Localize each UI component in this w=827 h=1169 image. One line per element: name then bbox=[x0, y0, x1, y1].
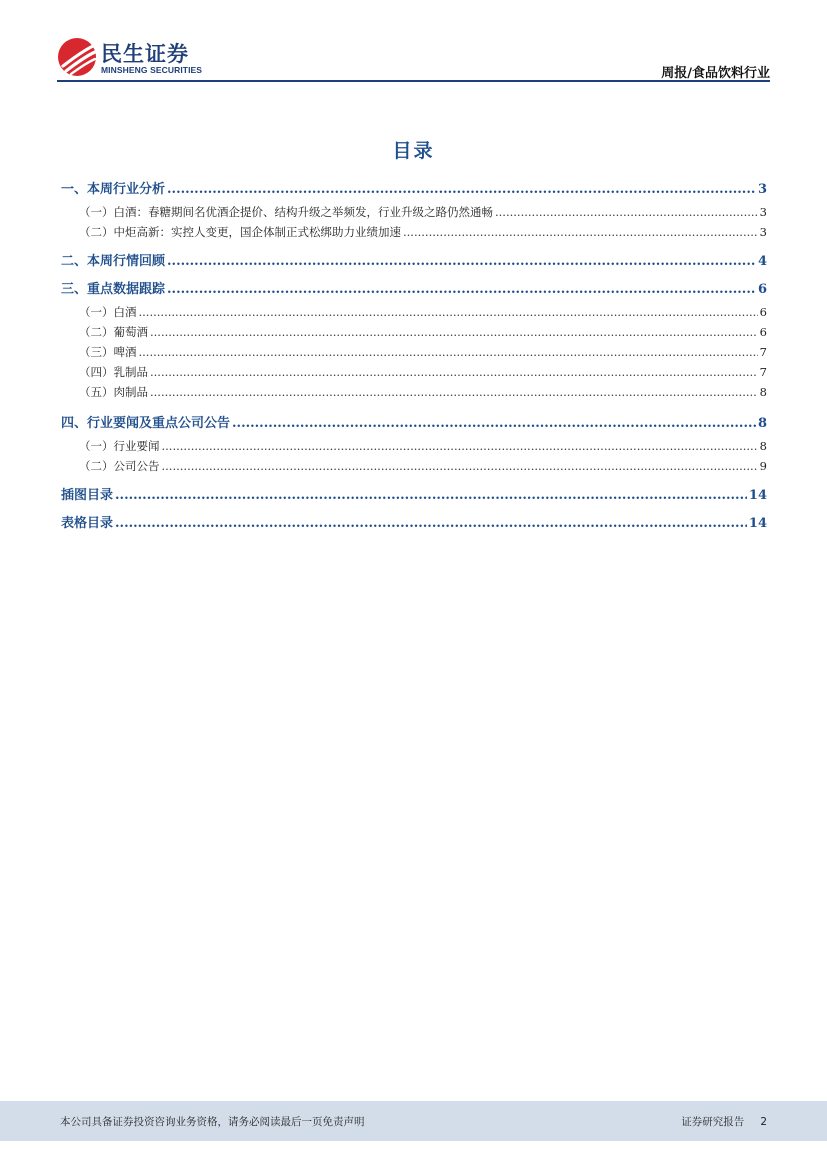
toc-entry-label: 插图目录 bbox=[61, 488, 114, 503]
toc-dot-leader bbox=[232, 416, 756, 431]
logo-english-name: MINSHENG SECURITIES bbox=[101, 65, 203, 75]
toc-entry-label: 一、本周行业分析 bbox=[61, 182, 166, 197]
toc-entry-page: 8 bbox=[757, 416, 767, 431]
toc-entry-label: （四）乳制品 bbox=[79, 365, 148, 379]
toc-entry-page: 6 bbox=[757, 282, 767, 297]
toc-entry-page: 4 bbox=[757, 254, 767, 269]
footer-right bbox=[665, 1114, 767, 1129]
toc-section-entry[interactable] bbox=[61, 178, 767, 197]
page-header bbox=[57, 36, 770, 82]
toc-entry-label: （二）公司公告 bbox=[79, 459, 160, 473]
minsheng-logo bbox=[57, 36, 257, 82]
toc-entry-label: （五）肉制品 bbox=[79, 385, 148, 399]
toc-entry-label: 四、行业要闻及重点公司公告 bbox=[61, 416, 231, 431]
page-footer bbox=[0, 1101, 827, 1141]
toc-entry-label: （一）白酒：春糖期间名优酒企提价、结构升级之举频发，行业升级之路仍然通畅 bbox=[79, 205, 493, 219]
toc-dot-leader bbox=[139, 345, 758, 359]
toc-dot-leader bbox=[150, 385, 758, 399]
toc-entry-page: 7 bbox=[759, 345, 767, 359]
toc-entry-label: （一）行业要闻 bbox=[79, 439, 160, 453]
toc-dot-leader bbox=[167, 254, 756, 269]
toc-section-entry[interactable] bbox=[61, 412, 767, 431]
toc-subsection-entry[interactable] bbox=[61, 304, 767, 320]
header-divider bbox=[57, 80, 770, 82]
toc-entry-page: 14 bbox=[748, 488, 767, 503]
toc-entry-page: 3 bbox=[757, 182, 767, 197]
toc-entry-page: 6 bbox=[759, 325, 767, 339]
toc-dot-leader bbox=[403, 225, 758, 239]
toc-dot-leader bbox=[115, 488, 747, 503]
toc-title: 目录 bbox=[392, 140, 435, 162]
toc-entry-label: （二）中炬高新：实控人变更，国企体制正式松绑助力业绩加速 bbox=[79, 225, 401, 239]
toc-dot-leader bbox=[115, 516, 747, 531]
toc-dot-leader bbox=[162, 459, 758, 473]
toc-entry-page: 3 bbox=[759, 205, 767, 219]
toc-entry-page: 9 bbox=[759, 459, 767, 473]
toc-dot-leader bbox=[150, 325, 758, 339]
toc-subsection-entry[interactable] bbox=[61, 224, 767, 240]
logo-chinese-name: 民生证券 bbox=[101, 42, 189, 66]
report-type: 周报/食品饮料行业 bbox=[661, 66, 770, 81]
toc-section-entry[interactable] bbox=[61, 484, 767, 503]
toc-entry-page: 3 bbox=[759, 225, 767, 239]
toc-entry-label: （二）葡萄酒 bbox=[79, 325, 148, 339]
toc-section-entry[interactable] bbox=[61, 250, 767, 269]
toc-entry-label: 三、重点数据跟踪 bbox=[61, 282, 166, 297]
toc-entry-label: （三）啤酒 bbox=[79, 345, 137, 359]
toc-subsection-entry[interactable] bbox=[61, 438, 767, 454]
toc-entry-label: 二、本周行情回顾 bbox=[61, 254, 166, 269]
toc-entry-page: 7 bbox=[759, 365, 767, 379]
toc-entry-page: 14 bbox=[748, 516, 767, 531]
toc-dot-leader bbox=[162, 439, 758, 453]
footer-doc-type: 证券研究报告 bbox=[681, 1116, 745, 1128]
toc-dot-leader bbox=[150, 365, 758, 379]
toc-entry-label: （一）白酒 bbox=[79, 305, 137, 319]
toc-dot-leader bbox=[167, 282, 756, 297]
toc-dot-leader bbox=[139, 305, 758, 319]
toc-subsection-entry[interactable] bbox=[61, 458, 767, 474]
toc-entry-page: 6 bbox=[759, 305, 767, 319]
minsheng-logo-icon bbox=[57, 36, 97, 78]
toc-section-entry[interactable] bbox=[61, 512, 767, 531]
toc-subsection-entry[interactable] bbox=[61, 364, 767, 380]
toc-dot-leader bbox=[167, 182, 756, 197]
toc-dot-leader bbox=[495, 205, 758, 219]
toc-section-entry[interactable] bbox=[61, 278, 767, 297]
footer-disclaimer: 本公司具备证券投资咨询业务资格，请务必阅读最后一页免责声明 bbox=[60, 1116, 365, 1128]
toc-entry-page: 8 bbox=[759, 439, 767, 453]
toc-subsection-entry[interactable] bbox=[61, 344, 767, 360]
toc-subsection-entry[interactable] bbox=[61, 384, 767, 400]
page-number: 2 bbox=[760, 1116, 767, 1128]
toc-subsection-entry[interactable] bbox=[61, 204, 767, 220]
toc-entry-page: 8 bbox=[759, 385, 767, 399]
toc-subsection-entry[interactable] bbox=[61, 324, 767, 340]
toc-entry-label: 表格目录 bbox=[61, 516, 114, 531]
